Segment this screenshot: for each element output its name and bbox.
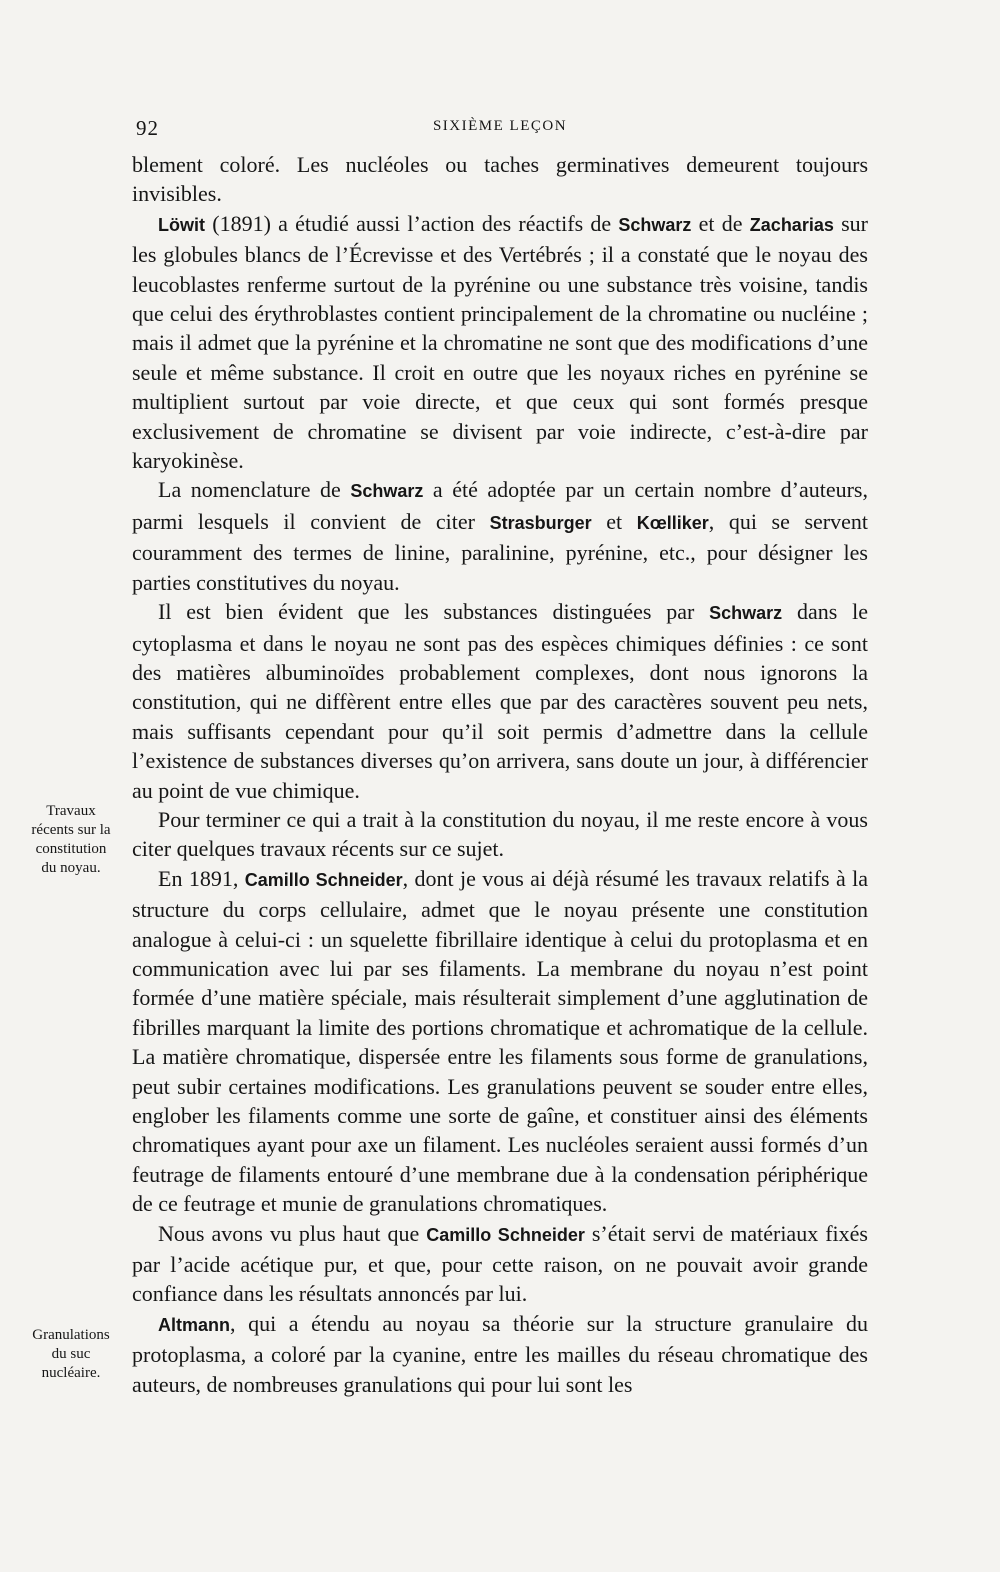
paragraph (132, 1219, 868, 1309)
margin-note-travaux (12, 802, 130, 878)
margin-note-line: Travaux (46, 803, 96, 819)
author-name: Altmann (158, 1314, 230, 1335)
paragraph-text: Il est bien évident que les substances distinguées par (158, 599, 710, 625)
author-name: Zacharias (749, 214, 834, 235)
paragraph-text: La nomenclature de (158, 477, 351, 503)
paragraph-text: , dont je vous ai déjà résumé les travaux relatifs à la structure du corps cellulaire, admet que le noyau présente une constitution analogue à celui-ci : un squelette fibrillaire identique à celui du protoplasma et en communication avec lui par ses filaments. La membrane du noyau n’est point formée d’une matière spéciale, mais résulterait simplement d’une agglutination de fibrilles marquant la limite des portions chromatique et achromatique de la cellule. La matière chromatique, dispersée entre les filaments sous forme de granulations, peut subir certaines modifications. Les granulations peuvent se souder entre elles, englober les filaments comme une sorte de gaîne, et constituer ainsi des éléments chromatiques ayant pour axe un filament. Les nucléoles seraient aussi formés d’un feutrage de filaments entouré d’une membrane due à la condensation périphérique de ce feutrage et munie de granulations chromatiques. (132, 865, 868, 1217)
paragraph-text: (1891) a étudié aussi l’action des réactifs de (205, 210, 619, 236)
paragraph-text: s’était servi de matériaux fixés par l’acide acétique pur, et que, pour cette raison, on ne pouvait avoir grande confiance dans les résultats annoncés par lui. (132, 1220, 868, 1307)
paragraph-text: sur les globules blancs de l’Écrevisse et des Vertébrés ; il a constaté que le noyau des leucoblastes renferme surtout de la pyrénine ou une substance très voisine, tandis que celui des érythroblastes contient principalement de la chromatine ou nucléine ; mais il admet que la pyrénine et la chromatine ne sont que des modifications d’une seule et même substance. Il croit en outre que les noyaux riches en pyrénine se multiplient surtout par voie directe, et que ceux qui sont formés presque exclusivement de chromatine se divisent par voie indirecte, c’est-à-dire par karyokinèse. (132, 210, 868, 474)
paragraph-text: Pour terminer ce qui a trait à la constitution du noyau, il me reste encore à vous citer quelques travaux récents sur ce sujet. (132, 806, 868, 862)
paragraph-text: Nous avons vu plus haut que (158, 1220, 427, 1246)
running-header (132, 116, 868, 144)
paragraph (132, 805, 868, 864)
author-name: Strasburger (489, 512, 592, 533)
paragraph-text: En 1891, (158, 865, 245, 891)
margin-note-line: du suc (51, 1346, 91, 1362)
paragraph (132, 150, 868, 209)
author-name: Schwarz (618, 214, 692, 235)
paragraph (132, 209, 868, 476)
body-text (132, 150, 868, 1399)
paragraph (132, 597, 868, 805)
running-title: SIXIÈME LEÇON (432, 118, 568, 134)
page-number: 92 (136, 116, 159, 140)
author-name: Camillo Schneider (426, 1224, 585, 1245)
margin-note-line: nucléaire. (41, 1365, 101, 1381)
margin-note-line: constitution (35, 841, 107, 857)
paragraph-text: a été adoptée par un certain nombre d’auteurs, parmi lesquels il convient de citer (132, 477, 868, 534)
author-name: Schwarz (709, 603, 783, 624)
paragraph (132, 475, 868, 597)
paragraph-text: blement coloré. Les nucléoles ou taches germinatives demeurent toujours invisibles. (132, 152, 868, 207)
paragraph-text: et (591, 508, 637, 534)
author-name: Kœlliker (636, 512, 709, 533)
author-name: Camillo Schneider (244, 869, 403, 890)
author-name: Schwarz (350, 481, 424, 502)
paragraph-text: , qui a étendu au noyau sa théorie sur la structure granulaire du protoplasma, a coloré par la cyanine, entre les mailles du réseau chromatique des auteurs, de nombreuses granulations qui pour lui sont les (132, 1310, 868, 1397)
margin-note-line: du noyau. (41, 860, 101, 876)
margin-note-line: récents sur la (31, 822, 111, 838)
margin-note-granulations (12, 1326, 130, 1383)
paragraph-text: et de (691, 210, 750, 236)
paragraph (132, 864, 868, 1219)
paragraph (132, 1309, 868, 1399)
paragraph-text: dans le cytoplasma et dans le noyau ne sont pas des espèces chimiques définies : ce sont des matières albuminoïdes probablement complexes, dont nous ignorons la constitution, qui ne diffèrent entre elles que par des caractères souvent peu nets, mais suffisants cependant pour qu’il soit permis d’admettre dans la cellule l’existence de substances diverses qu’on arrivera, sans doute un jour, à différencier au point de vue chimique. (132, 599, 869, 803)
author-name: Löwit (158, 214, 205, 235)
paragraph-text: , qui se servent couramment des termes de linine, paralinine, pyrénine, etc., pour désigner les parties constitutives du noyau. (132, 508, 869, 595)
margin-note-line: Granulations (32, 1327, 110, 1343)
